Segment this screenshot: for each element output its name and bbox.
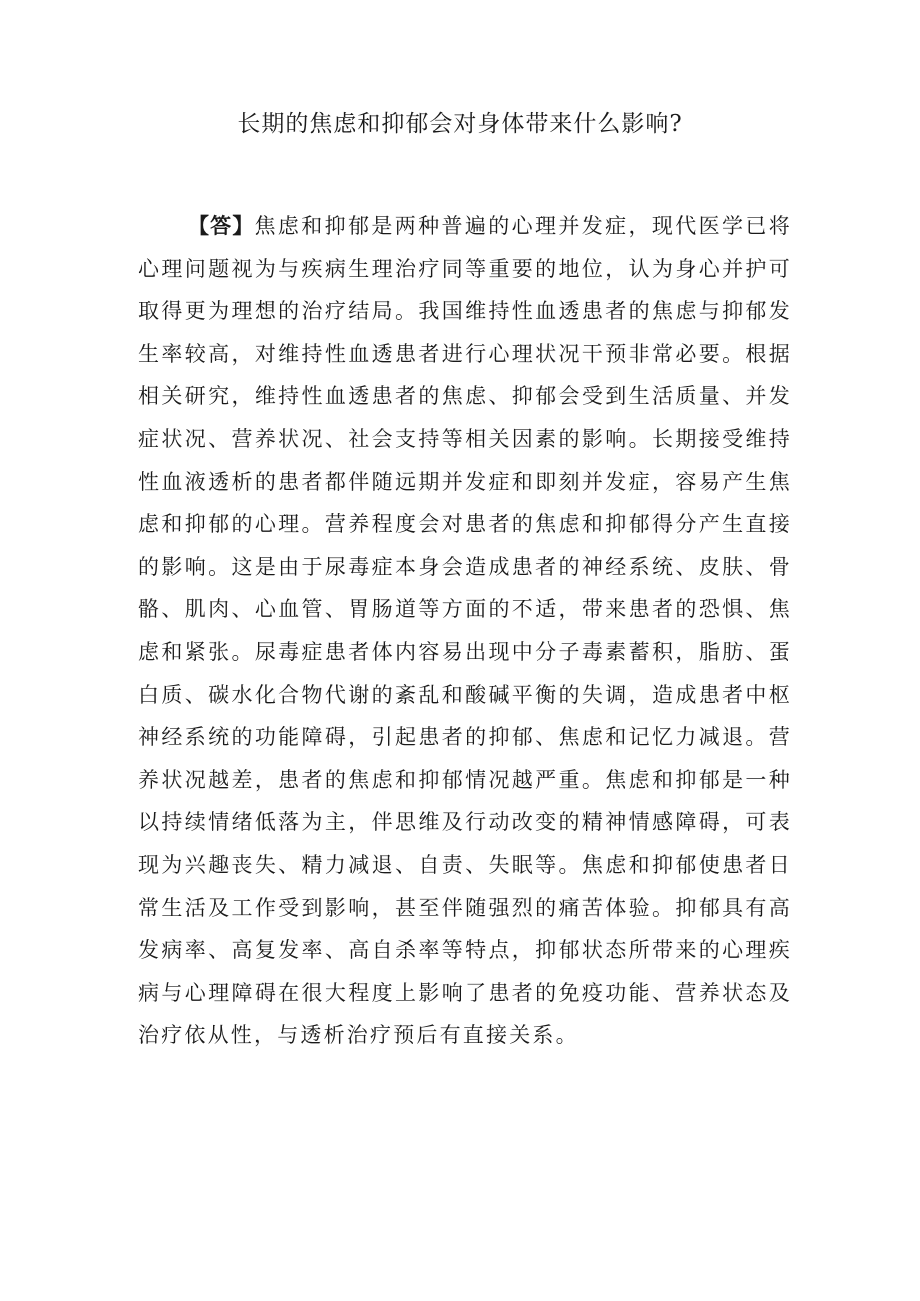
answer-text: 焦虑和抑郁是两种普遍的心理并发症，现代医学已将心理问题视为与疾病生理治疗同等重要的地位，认为身心并护可取得更为理想的治疗结局。我国维持性血透患者的焦虑与抑郁发生率较高，对维持性血透患者进行心理状况干预非常必要。根据相关研究，维持性血透患者的焦虑、抑郁会受到生活质量、并发症状况、营养状况、社会支持等相关因素的影响。长期接受维持性血液透析的患者都伴随远期并发症和即刻并发症，容易产生焦虑和抑郁的心理。营养程度会对患者的焦虑和抑郁得分产生直接的影响。这是由于尿毒症本身会造成患者的神经系统、皮肤、骨骼、肌肉、心血管、胃肠道等方面的不适，带来患者的恐惧、焦虑和紧张。尿毒症患者体内容易出现中分子毒素蓄积，脂肪、蛋白质、碳水化合物代谢的紊乱和酸碱平衡的失调，造成患者中枢神经系统的功能障碍，引起患者的抑郁、焦虑和记忆力减退。营养状况越差，患者的焦虑和抑郁情况越严重。焦虑和抑郁是一种以持续情绪低落为主，伴思维及行动改变的精神情感障碍，可表现为兴趣丧失、精力减退、自责、失眠等。焦虑和抑郁使患者日常生活及工作受到影响，甚至伴随强烈的痛苦体验。抑郁具有高发病率、高复发率、高自杀率等特点，抑郁状态所带来的心理疾病与心理障碍在很大程度上影响了患者的免疫功能、营养状态及治疗依从性，与透析治疗预后有直接关系。 (138, 214, 792, 1048)
answer-paragraph (138, 205, 792, 1057)
document-title: 长期的焦虑和抑郁会对身体带来什么影响? (237, 111, 683, 137)
answer-label: 【答】 (188, 213, 255, 238)
